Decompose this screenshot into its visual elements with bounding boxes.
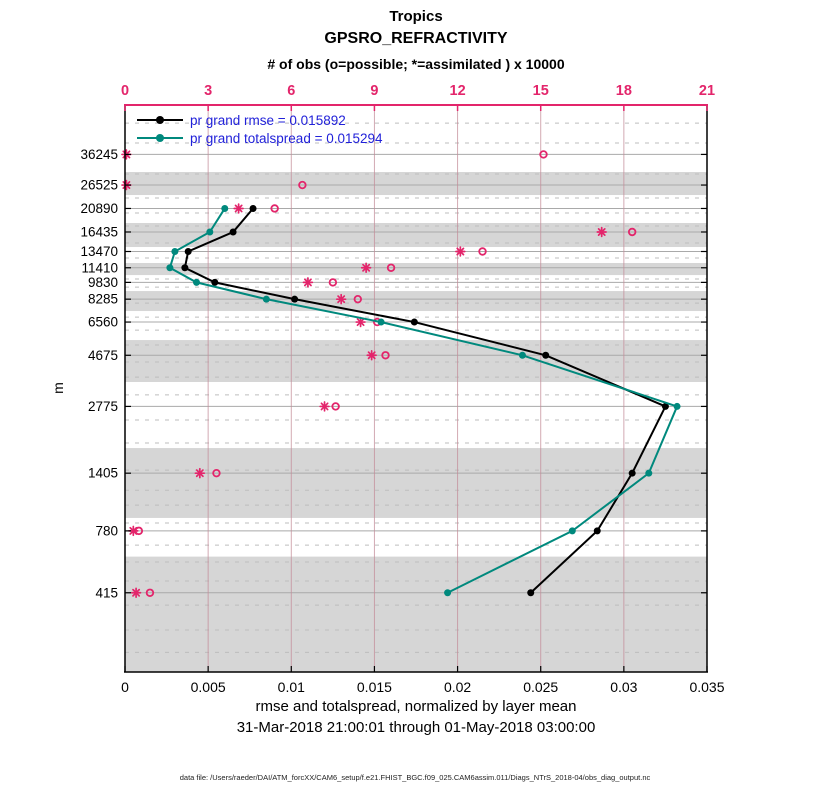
- totalspread-point: [193, 279, 200, 286]
- top-tick-label: 12: [449, 83, 466, 99]
- rmse-point: [594, 527, 601, 534]
- top-axis-label: # of obs (o=possible; *=assimilated ) x 10000: [267, 56, 565, 72]
- chart-subtitle: GPSRO_REFRACTIVITY: [324, 30, 508, 47]
- legend-row-rmse: [137, 111, 383, 129]
- rmse-point: [527, 589, 534, 596]
- legend-marker-rmse: [137, 111, 183, 129]
- y-tick-label: 20890: [80, 200, 118, 216]
- y-tick-label: 8285: [87, 291, 118, 307]
- totalspread-point: [645, 470, 652, 477]
- bottom-tick-label: 0.035: [689, 679, 725, 695]
- y-tick-label: 11410: [81, 260, 118, 276]
- totalspread-point: [444, 589, 451, 596]
- gray-band: [125, 291, 707, 311]
- top-tick-label: 0: [120, 83, 130, 99]
- rmse-point: [230, 228, 237, 235]
- legend-label-rmse: pr grand rmse = 0.015892: [190, 112, 346, 128]
- bottom-tick-label: 0.03: [610, 679, 638, 695]
- y-tick-label: 36245: [80, 146, 118, 162]
- data-file-path: data file: /Users/raeder/DAI/ATM_forcXX/CAM6_setup/f.e21.FHIST_BGC.f09_025.CAM6assim.011/Diags_NTrS_2018-04/obs_diag_output.nc: [179, 773, 651, 782]
- rmse-point: [211, 279, 218, 286]
- bottom-tick-label: 0.025: [523, 679, 559, 695]
- legend-row-totalspread: [137, 129, 383, 147]
- legend-marker-totalspread: [137, 129, 183, 147]
- gray-band: [125, 263, 707, 275]
- totalspread-point: [263, 296, 270, 303]
- top-tick-label: 18: [615, 83, 632, 99]
- totalspread-dot-swatch: [156, 134, 164, 142]
- top-tick-label: 6: [287, 83, 296, 99]
- x-axis-label: rmse and totalspread, normalized by layer mean: [255, 698, 577, 715]
- gray-band: [125, 557, 707, 672]
- top-tick-label: 15: [532, 83, 549, 99]
- gray-band: [125, 172, 707, 195]
- rmse-point: [291, 296, 298, 303]
- rmse-point: [181, 264, 188, 271]
- rmse-point: [185, 248, 192, 255]
- gray-band: [125, 448, 707, 518]
- rmse-point: [629, 470, 636, 477]
- y-tick-label: 1405: [87, 465, 118, 481]
- bottom-tick-label: 0.01: [277, 679, 305, 695]
- chart-title: Tropics: [389, 8, 443, 25]
- bottom-tick-label: 0.015: [356, 679, 392, 695]
- y-tick-label: 780: [95, 523, 118, 539]
- y-axis-label: m: [49, 382, 66, 394]
- totalspread-point: [171, 248, 178, 255]
- top-tick-label: 9: [370, 83, 379, 99]
- y-tick-label: 9830: [87, 274, 118, 290]
- rmse-point: [411, 319, 418, 326]
- y-tick-label: 16435: [80, 224, 118, 240]
- top-tick-label: 3: [204, 83, 213, 99]
- rmse-dot-swatch: [156, 116, 164, 124]
- y-tick-label: 26525: [80, 177, 118, 193]
- totalspread-point: [674, 403, 681, 410]
- y-tick-label: 13470: [80, 244, 118, 260]
- totalspread-point: [569, 527, 576, 534]
- date-range-label: 31-Mar-2018 21:00:01 through 01-May-2018 03:00:00: [236, 719, 596, 736]
- rmse-point: [542, 352, 549, 359]
- totalspread-point: [519, 352, 526, 359]
- totalspread-point: [221, 205, 228, 212]
- rmse-point: [250, 205, 257, 212]
- totalspread-point: [166, 264, 173, 271]
- bottom-tick-label: 0: [121, 679, 129, 695]
- y-tick-label: 2775: [87, 398, 118, 414]
- y-tick-label: 4675: [87, 347, 118, 363]
- totalspread-point: [206, 228, 213, 235]
- legend-label-totalspread: pr grand totalspread = 0.015294: [190, 130, 383, 146]
- top-tick-label: 21: [698, 83, 716, 99]
- legend: [137, 111, 383, 147]
- totalspread-point: [378, 319, 385, 326]
- gray-band: [125, 340, 707, 382]
- bottom-tick-label: 0.005: [190, 679, 226, 695]
- y-tick-label: 6560: [87, 314, 118, 330]
- y-tick-label: 415: [95, 585, 118, 601]
- bottom-tick-label: 0.02: [443, 679, 472, 695]
